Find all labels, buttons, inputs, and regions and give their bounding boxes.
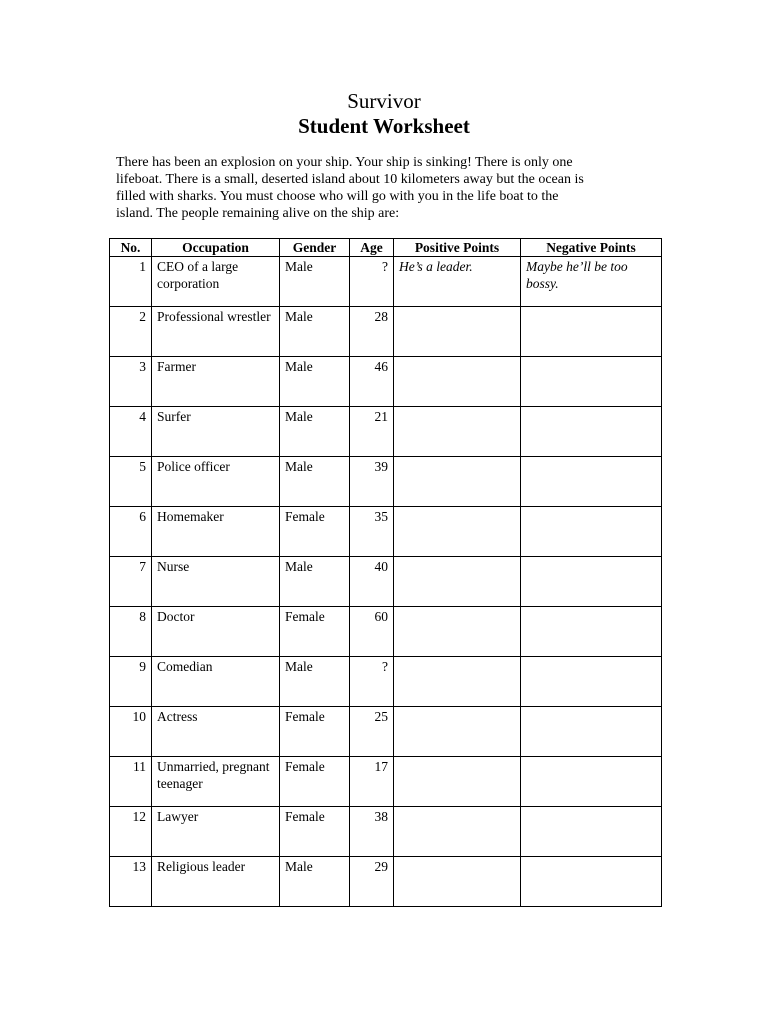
intro-line: island. The people remaining alive on the ship are: [116, 206, 400, 221]
cell-age: 40 [350, 557, 394, 607]
cell-no: 9 [110, 657, 152, 707]
cell-positive-points[interactable] [394, 657, 521, 707]
cell-no: 12 [110, 807, 152, 857]
intro-line: filled with sharks. You must choose who will go with you in the life boat to the [116, 189, 559, 204]
cell-negative-points[interactable] [521, 657, 662, 707]
cell-positive-points[interactable] [394, 357, 521, 407]
cell-age: 38 [350, 807, 394, 857]
table-row [110, 857, 662, 907]
cell-occupation: Doctor [152, 607, 280, 657]
cell-no: 10 [110, 707, 152, 757]
table-row [110, 707, 662, 757]
cell-gender: Male [280, 557, 350, 607]
cell-gender: Female [280, 507, 350, 557]
cell-occupation: Surfer [152, 407, 280, 457]
cell-age: 35 [350, 507, 394, 557]
cell-occupation: Actress [152, 707, 280, 757]
cell-occupation: Lawyer [152, 807, 280, 857]
cell-positive-points[interactable] [394, 757, 521, 807]
table-row [110, 607, 662, 657]
cell-no: 3 [110, 357, 152, 407]
cell-no: 5 [110, 457, 152, 507]
header-gender: Gender [280, 239, 350, 257]
cell-occupation: Professional wrestler [152, 307, 280, 357]
cell-no: 1 [110, 257, 152, 307]
cell-gender: Female [280, 707, 350, 757]
cell-positive-points[interactable] [394, 807, 521, 857]
cell-positive-points[interactable] [394, 407, 521, 457]
header-positive-points: Positive Points [394, 239, 521, 257]
cell-positive-points[interactable] [394, 557, 521, 607]
cell-gender: Male [280, 457, 350, 507]
table-row [110, 757, 662, 807]
cell-gender: Female [280, 757, 350, 807]
cell-negative-points[interactable] [521, 357, 662, 407]
cell-occupation: Farmer [152, 357, 280, 407]
cell-no: 13 [110, 857, 152, 907]
cell-age: 29 [350, 857, 394, 907]
cell-occupation: Comedian [152, 657, 280, 707]
cell-occupation: Homemaker [152, 507, 280, 557]
cell-positive-points[interactable] [394, 707, 521, 757]
cell-negative-points[interactable] [521, 507, 662, 557]
cell-occupation: CEO of a large corporation [152, 257, 280, 307]
cell-positive-points[interactable] [394, 607, 521, 657]
cell-positive-points[interactable] [394, 857, 521, 907]
cell-occupation: Unmarried, pregnant teenager [152, 757, 280, 807]
cell-no: 7 [110, 557, 152, 607]
cell-negative-points[interactable] [521, 457, 662, 507]
table-row [110, 657, 662, 707]
cell-gender: Female [280, 607, 350, 657]
cell-occupation: Police officer [152, 457, 280, 507]
table-row [110, 557, 662, 607]
cell-negative-points[interactable] [521, 607, 662, 657]
cell-negative-points[interactable] [521, 307, 662, 357]
table-row [110, 307, 662, 357]
cell-positive-points[interactable] [394, 457, 521, 507]
cell-negative-points[interactable] [521, 857, 662, 907]
cell-age: 25 [350, 707, 394, 757]
cell-age: 28 [350, 307, 394, 357]
cell-gender: Male [280, 407, 350, 457]
table-row [110, 457, 662, 507]
cell-no: 8 [110, 607, 152, 657]
cell-age: ? [350, 657, 394, 707]
header-negative-points: Negative Points [521, 239, 662, 257]
cell-no: 6 [110, 507, 152, 557]
cell-negative-points[interactable] [521, 757, 662, 807]
cell-negative-points[interactable]: Maybe he’ll be too bossy. [521, 257, 662, 307]
cell-positive-points[interactable] [394, 507, 521, 557]
cell-no: 11 [110, 757, 152, 807]
cell-gender: Male [280, 857, 350, 907]
cell-negative-points[interactable] [521, 557, 662, 607]
table-row [110, 357, 662, 407]
intro-line: lifeboat. There is a small, deserted island about 10 kilometers away but the ocean is [116, 172, 584, 187]
cell-negative-points[interactable] [521, 407, 662, 457]
table-row [110, 257, 662, 307]
cell-age: 46 [350, 357, 394, 407]
cell-no: 4 [110, 407, 152, 457]
cell-gender: Male [280, 257, 350, 307]
header-no: No. [110, 239, 152, 257]
intro-line: There has been an explosion on your ship. Your ship is sinking! There is only one [116, 155, 573, 170]
worksheet-subtitle: Student Worksheet [298, 114, 470, 138]
cell-gender: Female [280, 807, 350, 857]
cell-negative-points[interactable] [521, 707, 662, 757]
table-row [110, 407, 662, 457]
intro-paragraph [116, 154, 676, 222]
header-occupation: Occupation [152, 239, 280, 257]
cell-gender: Male [280, 657, 350, 707]
table-header-row [110, 239, 662, 257]
cell-gender: Male [280, 357, 350, 407]
survivor-table [109, 238, 662, 907]
cell-occupation: Nurse [152, 557, 280, 607]
table-row [110, 807, 662, 857]
cell-age: ? [350, 257, 394, 307]
table-row [110, 507, 662, 557]
cell-negative-points[interactable] [521, 807, 662, 857]
cell-no: 2 [110, 307, 152, 357]
cell-positive-points[interactable]: He’s a leader. [394, 257, 521, 307]
header-age: Age [350, 239, 394, 257]
cell-age: 17 [350, 757, 394, 807]
cell-gender: Male [280, 307, 350, 357]
cell-occupation: Religious leader [152, 857, 280, 907]
cell-age: 60 [350, 607, 394, 657]
cell-positive-points[interactable] [394, 307, 521, 357]
cell-age: 21 [350, 407, 394, 457]
cell-age: 39 [350, 457, 394, 507]
worksheet-title: Survivor [347, 89, 421, 113]
